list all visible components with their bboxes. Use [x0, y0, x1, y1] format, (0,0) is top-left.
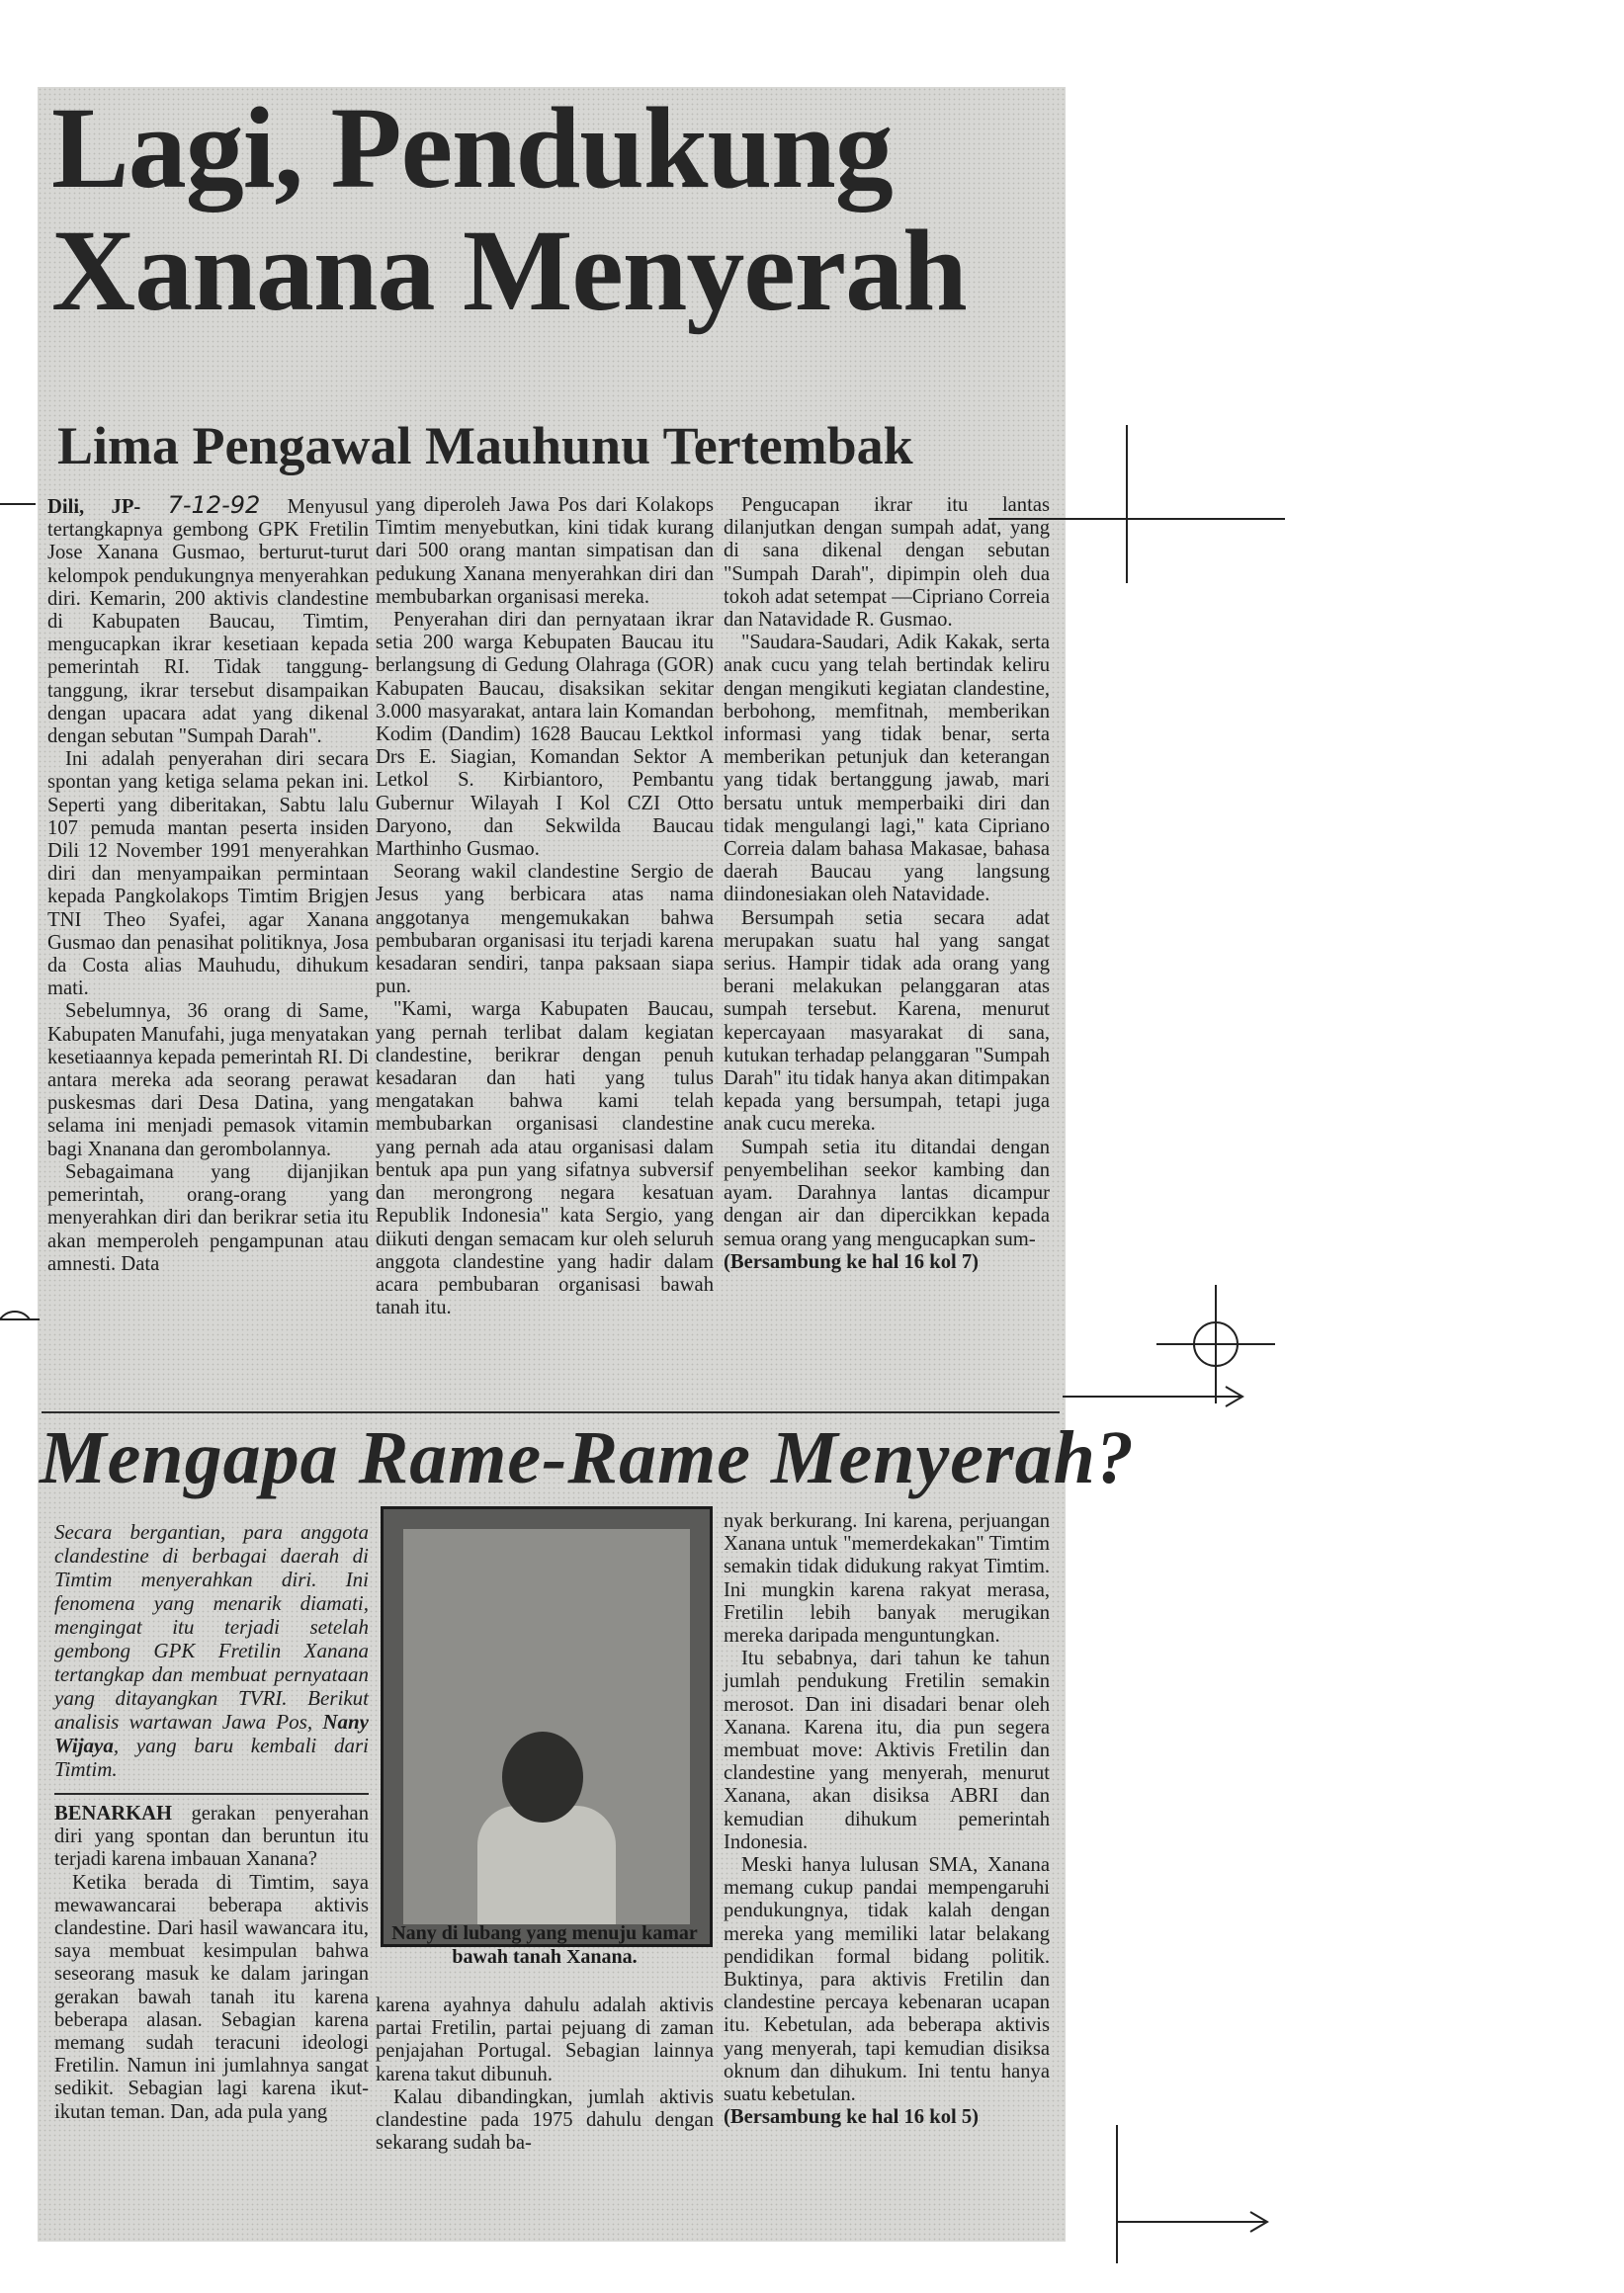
intro-divider [54, 1793, 369, 1795]
paragraph: Menyusul tertangkapnya gembong GPK Fretilin Jose Xanana Gusmao, berturut-turut kelompok pendukungnya menyerahkan diri. Kemarin, 200 aktivis clandestine di Kabupaten Baucau, Timtim, mengucapkan ikrar kesetiaan kepada pemerintah RI. Tidak tanggung-tanggung, ikrar tersebut disampaikan dengan upacara adat yang dikenal dengan sebutan "Sumpah Darah". [47, 496, 369, 748]
article1-column2 [376, 494, 714, 1319]
photo-nany [381, 1506, 713, 1947]
paragraph: Itu sebabnya, dari tahun ke tahun jumlah pendukung Fretilin semakin merosot. Dan ini disadari benar oleh Xanana. Karena itu, dia pun segera membuat move: Aktivis Fretilin dan clandestine yang menyerah, menurut Xanana, akan disiksa ABRI dan kemudian dihukum pemerintah Indonesia. [724, 1648, 1050, 1853]
paragraph: Penyerahan diri dan pernyataan ikrar setia 200 warga Kebupaten Baucau itu berlangsung di Gedung Olahraga (GOR) Kabupaten Baucau, disaksikan sekitar 3.000 masyarakat, antara lain Komandan Kodim (Dandim) 1628 Baucau Lektkol Drs E. Siagian, Komandan Sektor A Letkol S. Kirbiantoro, Pembantu Gubernur Wilayah I Kol CZI Otto Daryono, dan Sekwilda Baucau Marthinho Gusmao. [376, 609, 714, 861]
handwritten-date: 7-12-92 [167, 491, 261, 519]
paragraph: "Kami, warga Kabupaten Baucau, yang pernah terlibat dalam kegiatan clandestine, berikrar dengan penuh kesadaran dan hati yang tulus mengatakan bahwa kami telah membubarkan organisasi clandestine yang pernah ada atau organisasi dalam bentuk apa pun yang sifatnya subversif dan merongrong negara kesatuan Republik Indonesia" kata Sergio, yang diikuti dengan semacam kur oleh seluruh anggota clandestine yang hadir dalam acara pembubaran organisasi bawah tanah itu. [376, 998, 714, 1319]
article2-column3 [724, 1510, 1050, 2129]
article2-intro: Secara bergantian, para anggota clandestine di berbagai daerah di Timtim menyerahkan diri. Ini fenomena yang menarik diamati, mengingat itu terjadi setelah gembong GPK Fretilin Xanana tertangkap dan membuat pernyataan yang ditayangkan TVRI. Berikut analisis wartawan Jawa Pos, [54, 1520, 369, 1734]
photo-caption: Nany di lubang yang menuju kamar bawah tanah Xanana. [391, 1922, 698, 1968]
article2-column2 [376, 1995, 714, 2155]
paragraph: Ini adalah penyerahan diri secara spontan yang ketiga selama pekan ini. Seperti yang diberitakan, Sabtu lalu 107 pemuda mantan peserta insiden Dili 12 November 1991 menyerahkan diri dan menyampaikan permintaan kepada Pangkolakops Timtim Brigjen TNI Theo Syafei, agar Xanana Gusmao dan penasihat politiknya, Josa da Costa alias Mauhudu, dihukum mati. [47, 748, 369, 1000]
paragraph: Sebelumnya, 36 orang di Same, Kabupaten Manufahi, juga menyatakan kesetiaannya kepada pemerintah RI. Di antara mereka ada seorang perawat puskesmas dari Desa Datina, yang selama ini menjadi pemasok vitamin bagi Xnanana dan gerombolannya. [47, 1000, 369, 1160]
registration-mark-left-icon [0, 1295, 40, 1344]
crop-mark-bottom-icon [1087, 2125, 1285, 2263]
paragraph: Kalau dibandingkan, jumlah aktivis clandestine pada 1975 dahulu dengan sekarang sudah ba- [376, 2085, 714, 2155]
paragraph: Bersumpah setia secara adat merupakan suatu hal yang sangat serius. Hampir tidak ada orang yang berani melakukan pelanggaran atas sumpah tersebut. Karena, menurut kepercayaan masyarakat di sana, kutukan terhadap pelanggaran "Sumpah Darah" itu tidak hanya akan ditimpakan kepada yang bersumpah, tetapi juga anak cucu mereka. [724, 906, 1050, 1136]
paragraph: Seorang wakil clandestine Sergio de Jesus yang berbicara atas nama anggotanya mengemukakan bahwa pembubaran organisasi itu terjadi karena kesadaran sendiri, tanpa paksaan siapa pun. [376, 861, 714, 998]
intro-tail: , yang baru kembali dari Timtim. [54, 1734, 369, 1781]
article2-column1 [54, 1520, 369, 2124]
article2-headline: Mengapa Rame-Rame Menyerah? [40, 1416, 1135, 1499]
author-name: Nany Wijaya [54, 1710, 369, 1757]
paragraph: gerakan penyerahan diri yang spontan dan beruntun itu terjadi karena imbauan Xanana? [54, 1803, 369, 1871]
lead-word: BENARKAH [54, 1803, 172, 1825]
paragraph: Ketika berada di Timtim, saya mewawancarai beberapa aktivis clandestine. Dari hasil wawancara itu, saya membuat kesimpulan bahwa seseorang masuk ke dalam jaringan gerakan bawah tanah itu karena beberapa alasan. Sebagian karena memang sudah teracuni ideologi Fretilin. Namun ini jumlahnya sangat sedikit. Sebagian lagi karena ikut-ikutan teman. Dan, ada pula yang [54, 1871, 369, 2123]
paragraph: nyak berkurang. Ini karena, perjuangan Xanana untuk "memerdekakan" Timtim semakin tidak didukung rakyat Timtim. Ini mungkin karena rakyat merasa, Fretilin lebih banyak merugikan mereka daripada menguntungkan. [724, 1510, 1050, 1648]
paragraph: yang diperoleh Jawa Pos dari Kolakops Timtim menyebutkan, kini tidak kurang dari 500 orang mantan simpatisan dan pedukung Xanana menyerahkan diri dan membubarkan organisasi mereka. [376, 494, 714, 608]
headline-line2: Xanana Menyerah [51, 206, 967, 335]
continuation-note: (Bersambung ke hal 16 kol 7) [724, 1250, 980, 1273]
paragraph: Meski hanya lulusan SMA, Xanana memang cukup pandai mempengaruhi pendukungnya, tidak kalah dengan mereka yang memiliki latar belakang pendidikan formal bidang politik. Buktinya, para aktivis Fretilin dan clandestine percaya kebenaran ucapan itu. Kebetulan, ada beberapa aktivis yang menyerah, tapi kemudian disiksa oknum dan dihukum. Ini tentu hanya suatu kebetulan. [724, 1854, 1050, 2106]
crop-mark-icon [988, 425, 1285, 583]
paragraph: karena ayahnya dahulu adalah aktivis partai Fretilin, partai pejuang di zaman penjajahan Portugal. Sebagian lainnya karena takut dibunuh. [376, 1995, 714, 2085]
headline-line1: Lagi, Pendukung [51, 83, 893, 212]
margin-tick-icon [0, 499, 40, 509]
article1-column1 [47, 491, 369, 1276]
continuation-note: (Bersambung ke hal 16 kol 5) [724, 2106, 980, 2129]
article1-column3 [724, 494, 1050, 1274]
crop-mark-mid-icon [1063, 1379, 1250, 1418]
paragraph: Pengucapan ikrar itu lantas dilanjutkan dengan sumpah adat, yang di sana dikenal dengan sebutan "Sumpah Darah", dipimpin oleh dua tokoh adat setempat —Cipriano Correia dan Natavidade R. Gusmao. [724, 494, 1050, 632]
subheadline: Lima Pengawal Mauhunu Tertembak [57, 416, 913, 475]
divider [42, 1411, 1060, 1413]
paragraph: "Saudara-Saudari, Adik Kakak, serta anak cucu yang telah bertindak keliru dengan mengikuti kegiatan clandestine, berbohong, memfitnah, memberikan informasi yang tidak benar, serta memberikan petunjuk dan keterangan yang tidak bertanggung jawab, mari bersatu untuk memperbaiki diri dan tidak mengulangi lagi," kata Cipriano Correia dalam bahasa Makasae, bahasa daerah Baucau yang langsung diindonesiakan oleh Natavidade. [724, 632, 1050, 906]
paragraph: Sumpah setia itu ditandai dengan penyembelihan seekor kambing dan ayam. Darahnya lantas dicampur dengan air dan dipercikkan kepada semua orang yang mengucapkan sum- [724, 1136, 1050, 1250]
dateline: Dili, JP- [47, 496, 141, 518]
paragraph: Sebagaimana yang dijanjikan pemerintah, orang-orang yang menyerahkan diri dan berikrar setia itu akan memperoleh pengampunan atau amnesti. Data [47, 1160, 369, 1275]
